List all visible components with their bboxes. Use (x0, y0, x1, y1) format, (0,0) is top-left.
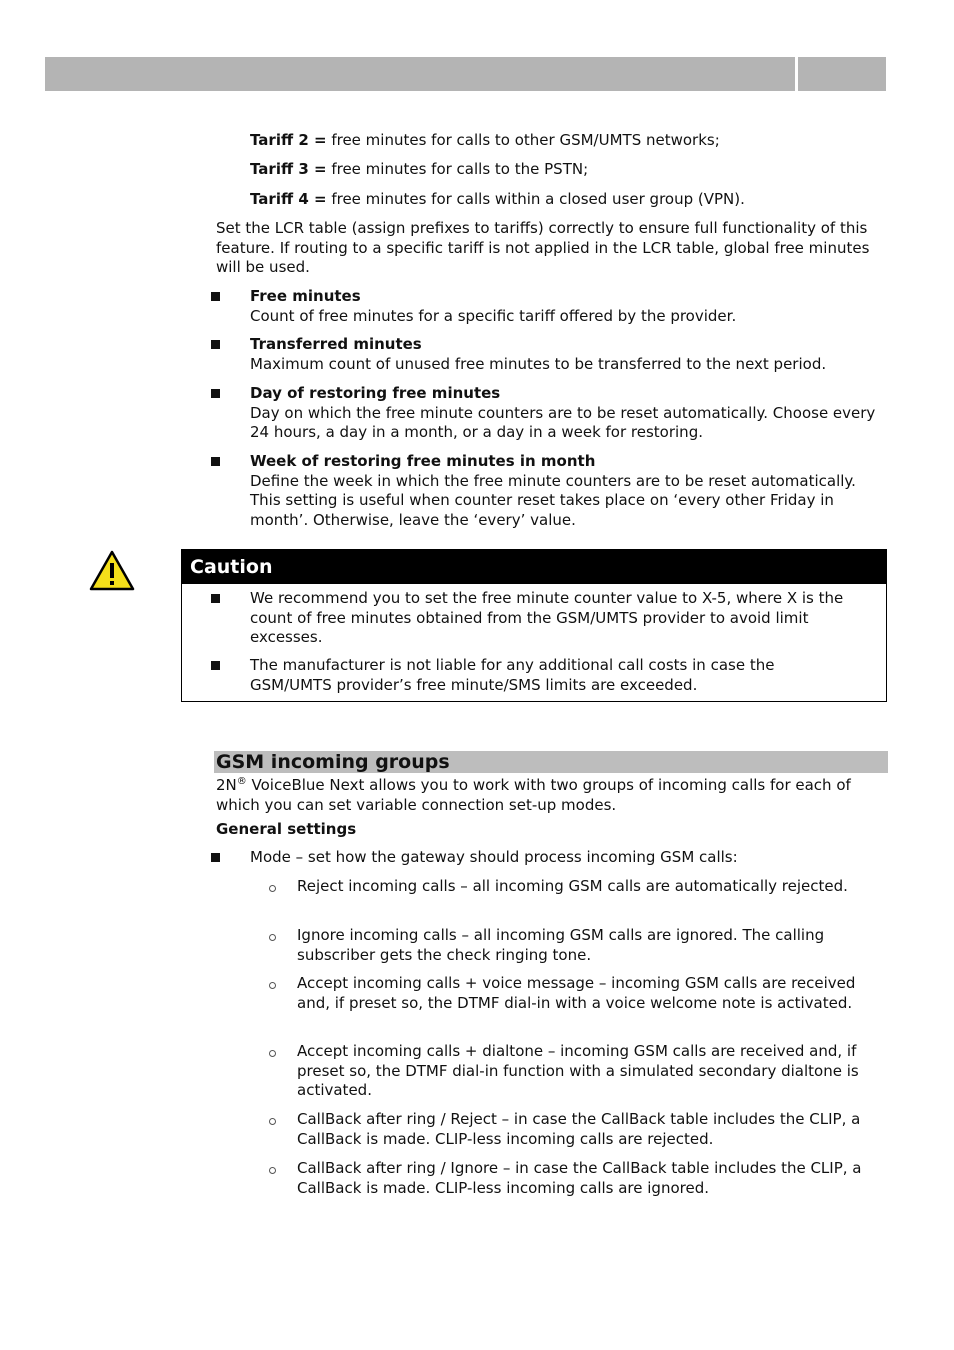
bullet-square-icon (211, 594, 220, 603)
section-heading: GSM incoming groups (214, 751, 888, 773)
setting-item: Day of restoring free minutes Day on which the free minute counters are to be reset automatically. Choose every 24 hours, a day in a month, or a day in a week for restoring. (250, 384, 876, 441)
mode-item: Mode – set how the gateway should process incoming GSM calls: (250, 848, 738, 866)
caution-item: We recommend you to set the free minute counter value to X-5, where X is the count of free minutes obtained from the GSM/UMTS provider to avoid limit excesses. (250, 589, 844, 646)
general-settings-heading: General settings (216, 820, 357, 838)
tariff-line: Tariff 3 = free minutes for calls to the PSTN; (250, 160, 589, 178)
gsm-intro: 2N® VoiceBlue Next allows you to work with two groups of incoming calls for each of which you can set variable connection set-up modes. (216, 776, 851, 814)
bullet-circle-icon (269, 885, 276, 892)
mode-option: Reject incoming calls – all incoming GSM calls are automatically rejected. (297, 877, 848, 895)
bullet-square-icon (211, 389, 220, 398)
bullet-square-icon (211, 340, 220, 349)
header-bar (45, 57, 795, 91)
caution-title: Caution (182, 550, 886, 584)
setting-item: Transferred minutes Maximum count of unused free minutes to be transferred to the next period. (250, 335, 827, 373)
bullet-square-icon (211, 292, 220, 301)
bullet-square-icon (211, 853, 220, 862)
mode-option: Accept incoming calls + voice message – incoming GSM calls are received and, if preset so, the DTMF dial-in with a voice welcome note is activated. (297, 974, 856, 1012)
warning-triangle-icon (89, 550, 135, 591)
bullet-circle-icon (269, 982, 276, 989)
mode-option: Accept incoming calls + dialtone – incoming GSM calls are received and, if preset so, the DTMF dial-in function with a simulated secondary dialtone is activated. (297, 1042, 859, 1099)
bullet-square-icon (211, 457, 220, 466)
tariff-line: Tariff 4 = free minutes for calls within a closed user group (VPN). (250, 190, 745, 208)
tariff-line: Tariff 2 = free minutes for calls to other GSM/UMTS networks; (250, 131, 720, 149)
bullet-circle-icon (269, 1167, 276, 1174)
bullet-circle-icon (269, 1118, 276, 1125)
setting-item: Free minutes Count of free minutes for a specific tariff offered by the provider. (250, 287, 737, 325)
header-page-box (798, 57, 886, 91)
caution-item: The manufacturer is not liable for any additional call costs in case the GSM/UMTS provider’s free minute/SMS limits are exceeded. (250, 656, 775, 694)
lcr-paragraph: Set the LCR table (assign prefixes to tariffs) correctly to ensure full functionality of this feature. If routing to a specific tariff is not applied in the LCR table, global free minutes will be used. (216, 219, 870, 276)
mode-option: CallBack after ring / Reject – in case the CallBack table includes the CLIP, a CallBack is made. CLIP-less incoming calls are rejected. (297, 1110, 861, 1148)
bullet-circle-icon (269, 934, 276, 941)
bullet-square-icon (211, 661, 220, 670)
mode-option: Ignore incoming calls – all incoming GSM calls are ignored. The calling subscriber gets the check ringing tone. (297, 926, 825, 964)
mode-option: CallBack after ring / Ignore – in case the CallBack table includes the CLIP, a CallBack is made. CLIP-less incoming calls are ignored. (297, 1159, 862, 1197)
setting-item: Week of restoring free minutes in month Define the week in which the free minute counters are to be reset automatically. This setting is useful when counter reset takes place on ‘every other Friday in month’. Otherwise, leave the ‘every’ value. (250, 452, 856, 529)
bullet-circle-icon (269, 1050, 276, 1057)
